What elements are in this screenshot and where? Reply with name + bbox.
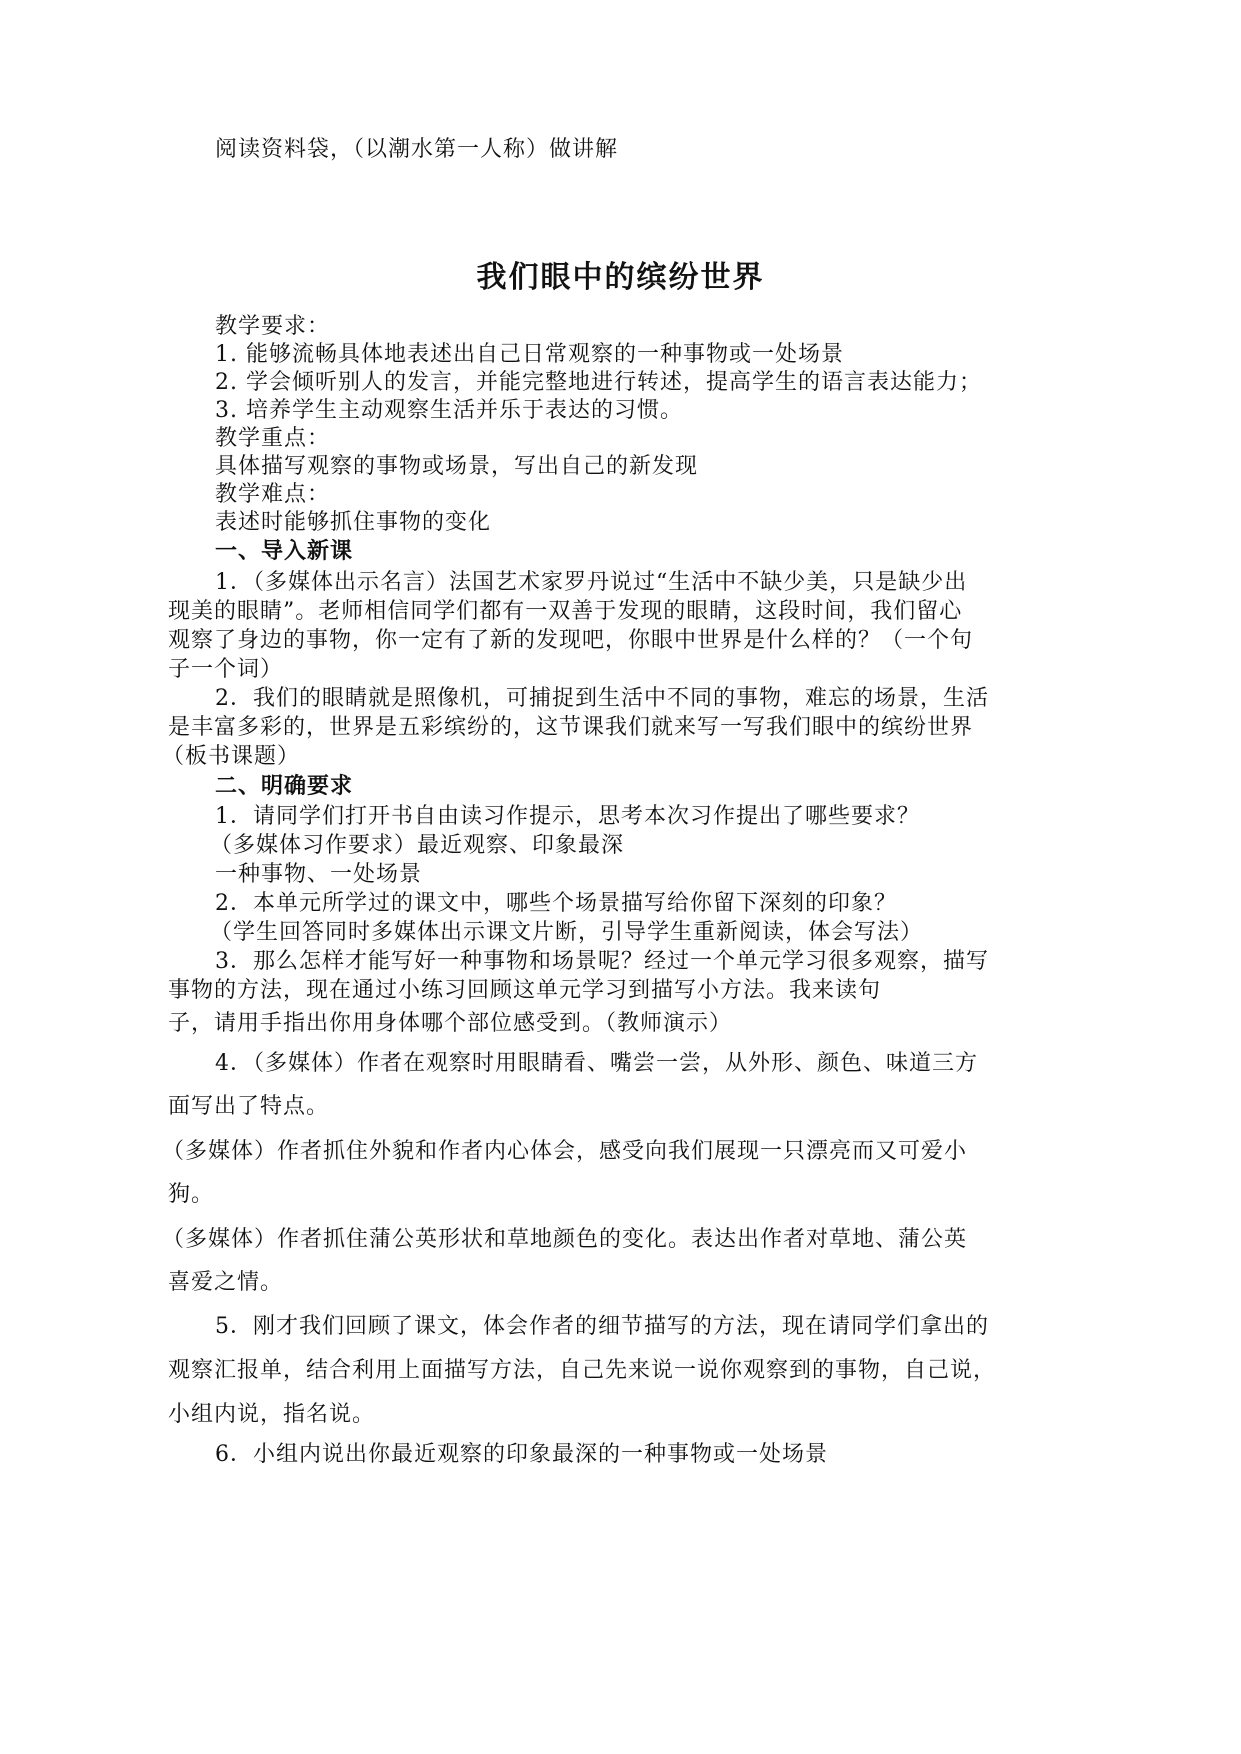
key-points-heading: 教学重点：: [215, 426, 331, 451]
paragraph-line: 子，请用手指出你用身体哪个部位感受到。（教师演示）: [168, 1011, 733, 1036]
paragraph-line: 3．那么怎样才能写好一种事物和场景呢？经过一个单元学习很多观察，描写: [215, 949, 989, 974]
paragraph-line: 面写出了特点。: [168, 1094, 330, 1119]
paragraph-line: 1．请同学们打开书自由读习作提示，思考本次习作提出了哪些要求？: [215, 804, 920, 829]
paragraph-line: （学生回答同时多媒体出示课文片断，引导学生重新阅读，体会写法）: [210, 920, 924, 945]
paragraph-line: 5．刚才我们回顾了课文，体会作者的细节描写的方法，现在请同学们拿出的: [215, 1314, 989, 1339]
section-heading: 二、明确要求: [215, 773, 354, 799]
paragraph-line: 事物的方法，现在通过小练习回顾这单元学习到描写小方法。我来读句: [168, 978, 882, 1003]
difficulties-heading: 教学难点：: [215, 482, 331, 507]
paragraph-line: 小组内说，指名说。: [168, 1402, 376, 1427]
page-title: 我们眼中的缤纷世界: [476, 260, 765, 295]
paragraph-line: 6．小组内说出你最近观察的印象最深的一种事物或一处场景: [215, 1442, 828, 1467]
paragraph-line: 是丰富多彩的，世界是五彩缤纷的，这节课我们就来写一写我们眼中的缤纷世界: [168, 715, 974, 740]
paragraph-line: 子一个词）: [168, 657, 284, 682]
paragraph-line: （多媒体）作者抓住蒲公英形状和草地颜色的变化。表达出作者对草地、蒲公英: [162, 1227, 968, 1252]
section-heading: 一、导入新课: [215, 538, 354, 564]
paragraph-line: （多媒体习作要求）最近观察、印象最深: [210, 833, 625, 858]
paragraph-line: 2．本单元所学过的课文中，哪些个场景描写给你留下深刻的印象？: [215, 891, 897, 916]
paragraph-line: 现美的眼睛”。老师相信同学们都有一双善于发现的眼睛，这段时间，我们留心: [168, 599, 963, 624]
requirement-item: 1. 能够流畅具体地表述出自己日常观察的一种事物或一处场景: [215, 342, 844, 367]
difficulties-text: 表述时能够抓住事物的变化: [215, 510, 492, 535]
paragraph-line: 观察了身边的事物，你一定有了新的发现吧，你眼中世界是什么样的？（一个句: [168, 628, 974, 653]
key-points-text: 具体描写观察的事物或场景，写出自己的新发现: [215, 454, 699, 479]
paragraph-line: 2．我们的眼睛就是照像机，可捕捉到生活中不同的事物，难忘的场景，生活: [215, 686, 989, 711]
paragraph-line: 狗。: [168, 1182, 215, 1207]
requirement-item: 2. 学会倾听别人的发言，并能完整地进行转述，提高学生的语言表达能力；: [215, 370, 982, 395]
paragraph-line: 观察汇报单，结合利用上面描写方法，自己先来说一说你观察到的事物，自己说，: [168, 1358, 997, 1383]
paragraph-line: （多媒体）作者抓住外貌和作者内心体会，感受向我们展现一只漂亮而又可爱小: [162, 1139, 968, 1164]
paragraph-line: 一种事物、一处场景: [215, 862, 423, 887]
intro-line: 阅读资料袋，（以潮水第一人称）做讲解: [215, 137, 619, 162]
requirement-item: 3. 培养学生主动观察生活并乐于表达的习惯。: [215, 398, 683, 423]
requirements-heading: 教学要求：: [215, 314, 331, 339]
paragraph-line: （板书课题）: [162, 744, 301, 769]
paragraph-line: 4．（多媒体）作者在观察时用眼睛看、嘴尝一尝，从外形、颜色、味道三方: [215, 1051, 978, 1076]
paragraph-line: 1．（多媒体出示名言）法国艺术家罗丹说过“生活中不缺少美，只是缺少出: [215, 570, 968, 595]
paragraph-line: 喜爱之情。: [168, 1270, 284, 1295]
